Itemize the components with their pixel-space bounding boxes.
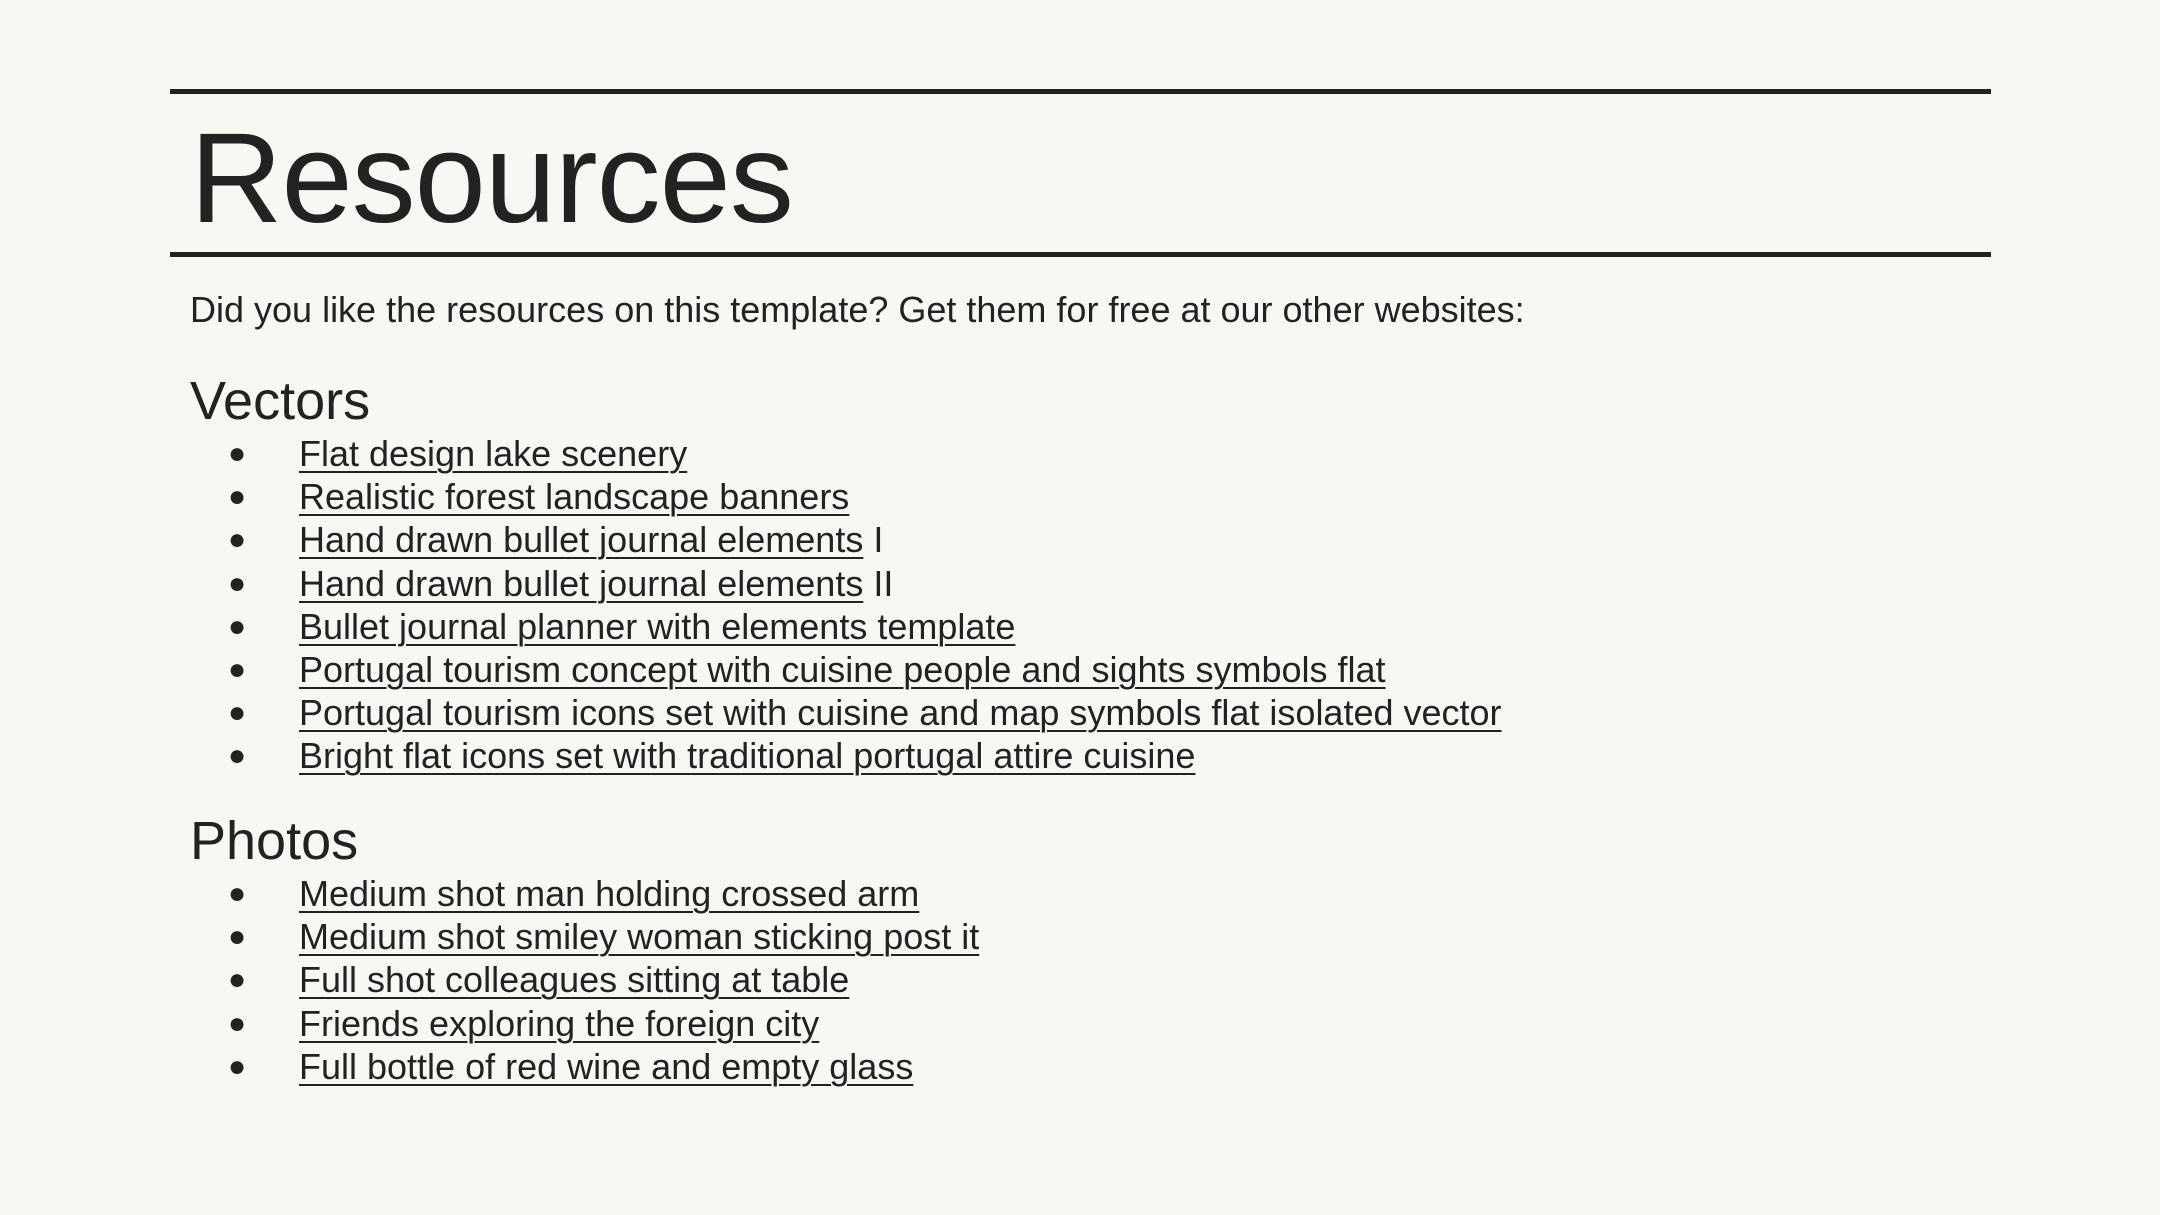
vectors-list <box>0 432 2160 778</box>
resource-list-item <box>0 605 2160 648</box>
bullet-icon: ● <box>228 523 247 557</box>
bullet-icon: ● <box>228 920 247 954</box>
resource-link[interactable]: Hand drawn bullet journal elements <box>299 562 864 604</box>
resource-item-text <box>299 1002 819 1045</box>
resource-link[interactable]: Full bottle of red wine and empty glass <box>299 1045 914 1087</box>
resource-item-text <box>299 518 883 561</box>
resource-link[interactable]: Realistic forest landscape banners <box>299 476 850 518</box>
page-title: Resources <box>190 107 793 250</box>
resource-list-item <box>0 1002 2160 1045</box>
resource-list-item <box>0 475 2160 518</box>
resource-link[interactable]: Medium shot smiley woman sticking post it <box>299 916 980 958</box>
resource-link[interactable]: Friends exploring the foreign city <box>299 1002 820 1044</box>
bullet-icon: ● <box>228 696 247 730</box>
section-heading-photos: Photos <box>190 811 359 871</box>
bullet-icon: ● <box>228 437 247 470</box>
bullet-icon: ● <box>228 739 247 773</box>
resource-item-text <box>299 915 979 958</box>
section-heading-vectors: Vectors <box>190 371 371 431</box>
resource-item-text <box>299 872 919 915</box>
resource-link[interactable]: Medium shot man holding crossed arm <box>299 873 920 914</box>
resource-link[interactable]: Full shot colleagues sitting at table <box>299 959 850 1001</box>
resource-list-item <box>0 734 2160 777</box>
intro-text: Did you like the resources on this template? Get them for free at our other websites: <box>190 289 1525 330</box>
resource-list-item <box>0 958 2160 1001</box>
resource-link[interactable]: Flat design lake scenery <box>299 433 688 474</box>
bullet-icon: ● <box>228 877 247 910</box>
resource-item-text <box>299 475 849 518</box>
resource-link[interactable]: Bright flat icons set with traditional portugal attire cuisine <box>299 735 1196 777</box>
resource-item-suffix: I <box>863 519 884 561</box>
resource-list-item <box>0 648 2160 691</box>
bullet-icon: ● <box>228 1006 247 1040</box>
resource-item-text <box>299 1045 913 1088</box>
resource-list-item <box>0 872 2160 915</box>
bullet-icon: ● <box>228 963 247 997</box>
resource-item-text <box>299 605 1015 648</box>
resource-link[interactable]: Hand drawn bullet journal elements <box>299 519 864 561</box>
resource-item-suffix: II <box>863 562 894 604</box>
bullet-icon: ● <box>228 609 247 643</box>
title-top-rule <box>170 89 1991 94</box>
bullet-icon: ● <box>228 566 247 600</box>
resource-link[interactable]: Portugal tourism concept with cuisine people and sights symbols flat <box>299 648 1386 690</box>
resource-item-text <box>299 562 893 605</box>
resource-item-text <box>299 648 1386 691</box>
photos-list <box>0 872 2160 1088</box>
bullet-icon: ● <box>228 480 247 514</box>
resource-item-text <box>299 958 849 1001</box>
resource-link[interactable]: Portugal tourism icons set with cuisine and map symbols flat isolated vector <box>299 692 1502 734</box>
resource-link[interactable]: Bullet journal planner with elements template <box>299 605 1016 647</box>
title-bottom-rule <box>170 252 1991 257</box>
resource-item-text <box>299 734 1195 777</box>
resource-list-item <box>0 915 2160 958</box>
resource-list-item <box>0 691 2160 734</box>
resource-list-item <box>0 518 2160 561</box>
resource-list-item <box>0 432 2160 475</box>
resource-list-item <box>0 562 2160 605</box>
bullet-icon: ● <box>228 1049 247 1083</box>
bullet-icon: ● <box>228 652 247 686</box>
resource-item-text <box>299 432 687 475</box>
resource-list-item <box>0 1045 2160 1088</box>
resource-item-text <box>299 691 1502 734</box>
